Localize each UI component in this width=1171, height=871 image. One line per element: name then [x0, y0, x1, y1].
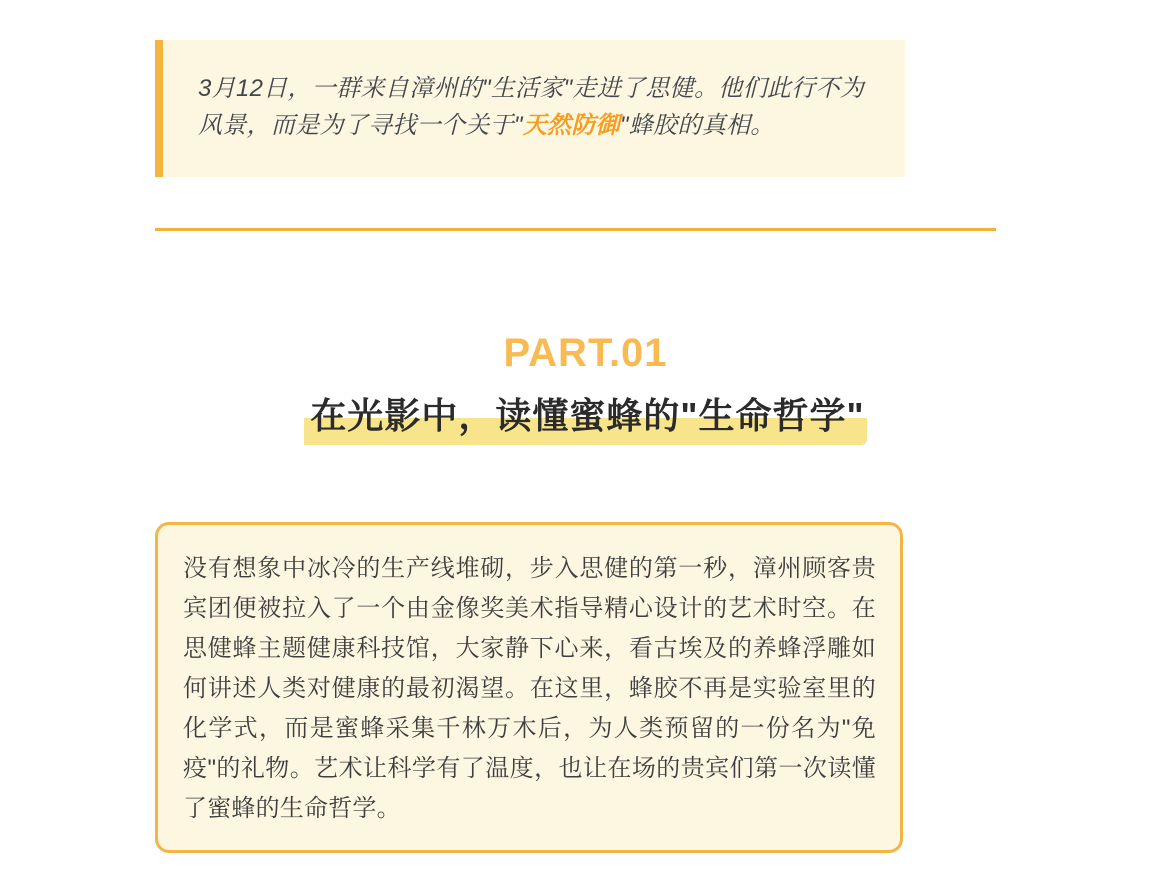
- quote-part-1: 3月12日，一群来自漳州的"生活家"走进了思健。他们此行不为风景，而是为了寻找一个关于": [198, 75, 865, 139]
- section-divider: [155, 228, 996, 231]
- section-heading-text: 在光影中，读懂蜜蜂的"生命哲学": [304, 395, 866, 445]
- quote-accent-text: 天然防御: [522, 112, 620, 139]
- content-paragraph: 没有想象中冰冷的生产线堆砌，步入思健的第一秒，漳州顾客贵宾团便被拉入了一个由金像奖美术指导精心设计的艺术时空。在思健蜂主题健康科技馆，大家静下心来，看古埃及的养蜂浮雕如何讲述人类对健康的最初渴望。在这里，蜂胶不再是实验室里的化学式，而是蜜蜂采集千林万木后，为人类预留的一份名为"免疫"的礼物。艺术让科学有了温度，也让在场的贵宾们第一次读懂了蜜蜂的生命哲学。: [183, 555, 876, 822]
- intro-quote-text: [198, 70, 875, 144]
- intro-quote-block: [155, 40, 905, 177]
- section-heading: [0, 392, 1171, 440]
- content-card: [155, 522, 903, 853]
- quote-part-2: "蜂胶的真相。: [619, 112, 775, 139]
- part-number-title: PART.01: [503, 331, 668, 375]
